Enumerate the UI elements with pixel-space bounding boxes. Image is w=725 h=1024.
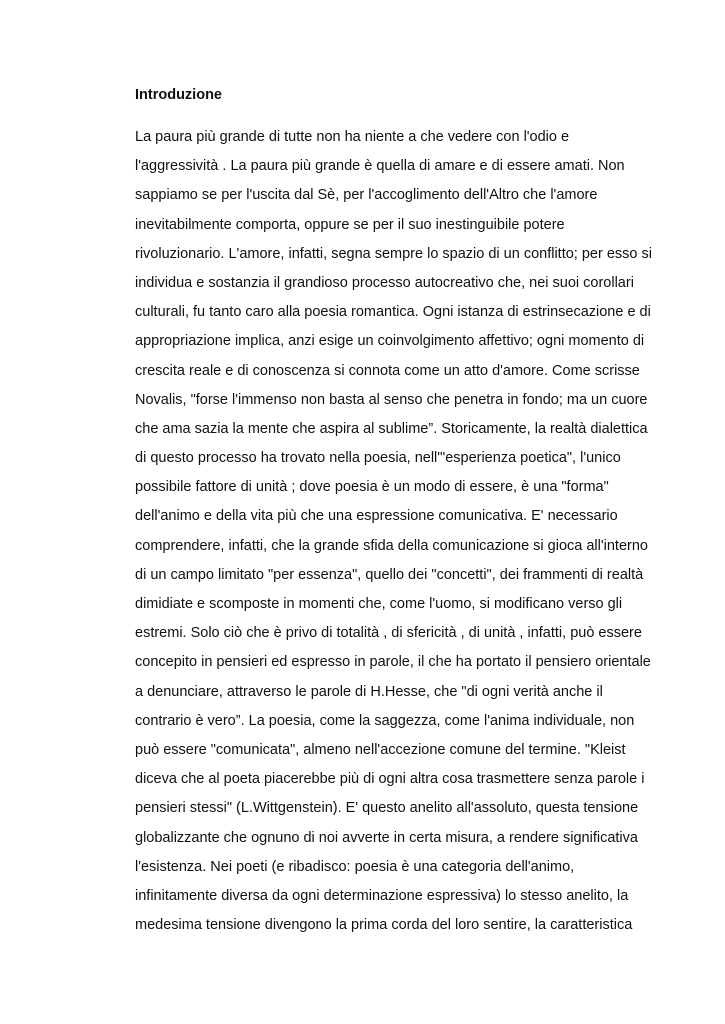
text-line: globalizzante che ognuno di noi avverte in certa misura, a rendere significativa xyxy=(135,829,638,846)
text-line: concepito in pensieri ed espresso in parole, il che ha portato il pensiero orientale xyxy=(135,654,651,671)
text-line: comprendere, infatti, che la grande sfida della comunicazione si gioca all'interno xyxy=(135,537,648,554)
text-line: inevitabilmente comporta, oppure se per il suo inestinguibile potere xyxy=(135,216,565,233)
text-line: possibile fattore di unità ; dove poesia è un modo di essere, è una "forma" xyxy=(135,479,609,496)
text-line: può essere "comunicata", almeno nell'accezione comune del termine. "Kleist xyxy=(135,741,626,758)
text-line: infinitamente diversa da ogni determinazione espressiva) lo stesso anelito, la xyxy=(135,887,629,904)
text-line: contrario è vero”. La poesia, come la saggezza, come l'anima individuale, non xyxy=(135,712,635,729)
text-line: pensieri stessi" (L.Wittgenstein). E' questo anelito all'assoluto, questa tensione xyxy=(135,800,639,817)
text-line: appropriazione implica, anzi esige un coinvolgimento affettivo; ogni momento di xyxy=(135,333,645,350)
text-line: medesima tensione divengono la prima corda del loro sentire, la caratteristica xyxy=(135,917,633,934)
text-line: dell'animo e della vita più che una espressione comunicativa. E' necessario xyxy=(135,508,618,525)
text-line: Novalis, "forse l'immenso non basta al senso che penetra in fondo; ma un cuore xyxy=(135,391,648,408)
text-line: di un campo limitato "per essenza", quello dei "concetti", dei frammenti di realtà xyxy=(135,566,644,583)
body-paragraph xyxy=(135,127,675,944)
text-line: l'aggressività . La paura più grande è quella di amare e di essere amati. Non xyxy=(135,158,625,175)
text-line: individua e sostanzia il grandioso processo autocreativo che, nei suoi corollari xyxy=(135,274,634,291)
text-line: l'esistenza. Nei poeti (e ribadisco: poesia è una categoria dell'animo, xyxy=(135,858,575,875)
text-line: dimidiate e scomposte in momenti che, come l'uomo, si modificano verso gli xyxy=(135,596,623,612)
document-heading: Introduzione xyxy=(135,87,222,103)
text-line: La paura più grande di tutte non ha niente a che vedere con l'odio e xyxy=(135,129,570,145)
text-line: di questo processo ha trovato nella poesia, nell'"esperienza poetica", l'unico xyxy=(135,450,621,467)
text-line: che ama sazia la mente che aspira al sublime”. Storicamente, la realtà dialettica xyxy=(135,420,648,437)
text-line: diceva che al poeta piacerebbe più di ogni altra cosa trasmettere senza parole i xyxy=(135,771,645,788)
text-line: rivoluzionario. L'amore, infatti, segna sempre lo spazio di un conflitto; per esso si xyxy=(135,245,652,262)
text-line: a denunciare, attraverso le parole di H.Hesse, che "di ogni verità anche il xyxy=(135,683,603,700)
text-line: crescita reale e di conoscenza si connota come un atto d'amore. Come scrisse xyxy=(135,362,640,379)
text-line: sappiamo se per l'uscita dal Sè, per l'accoglimento dell'Altro che l'amore xyxy=(135,187,598,204)
text-line: culturali, fu tanto caro alla poesia romantica. Ogni istanza di estrinsecazione e di xyxy=(135,304,651,321)
text-line: estremi. Solo ciò che è privo di totalità , di sfericità , di unità , infatti, può essere xyxy=(135,625,642,642)
